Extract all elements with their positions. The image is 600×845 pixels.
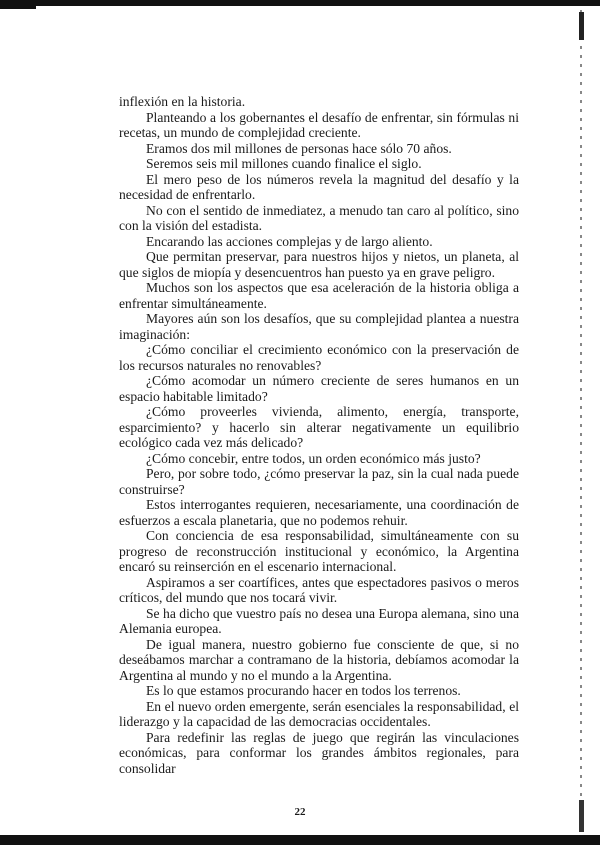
paragraph: Para redefinir las reglas de juego que regirán las vinculaciones económicas, para conformar los grandes ámbitos regionales, para consolidar (119, 729, 519, 776)
paragraph: Se ha dicho que vuestro país no desea una Europa alemana, sino una Alemania europea. (119, 605, 519, 636)
paragraph: Con conciencia de esa responsabilidad, simultáneamente con su progreso de reconstrucción institucional y económico, la Argentina encaró su reinserción en el escenario internacional. (119, 528, 519, 574)
body-text (119, 94, 519, 776)
paragraph: ¿Cómo concebir, entre todos, un orden económico más justo? (146, 450, 481, 466)
paragraph: Seremos seis mil millones cuando finalice el siglo. (146, 156, 422, 171)
scan-border-right (580, 10, 582, 835)
paragraph: Eramos dos mil millones de personas hace sólo 70 años. (146, 140, 452, 156)
paragraph: Planteando a los gobernantes el desafío de enfrentar, sin fórmulas ni recetas, un mundo de complejidad creciente. (119, 109, 519, 140)
scan-border-top (0, 0, 600, 6)
paragraph: El mero peso de los números revela la magnitud del desafío y la necesidad de enfrentarlo. (119, 171, 519, 202)
paragraph: No con el sentido de inmediatez, a menudo tan caro al político, sino con la visión del estadista. (119, 202, 519, 233)
paragraph: Es lo que estamos procurando hacer en todos los terrenos. (146, 683, 461, 698)
scan-border-notch (0, 6, 36, 9)
paragraph: ¿Cómo acomodar un número creciente de seres humanos en un espacio habitable limitado? (119, 373, 519, 404)
paragraph: Encarando las acciones complejas y de largo aliento. (146, 233, 433, 249)
paragraph: inflexión en la historia. (119, 94, 246, 109)
scan-border-bottom (0, 835, 600, 845)
paragraph: Pero, por sobre todo, ¿cómo preservar la paz, sin la cual nada puede construirse? (119, 466, 519, 497)
paragraph: ¿Cómo proveerles vivienda, alimento, energía, transporte, esparcimiento? y hacerlo sin alterar negativamente un equilibrio ecológico cada vez más delicado? (119, 404, 519, 450)
paragraph: ¿Cómo conciliar el crecimiento económico con la preservación de los recursos naturales no renovables? (119, 342, 519, 373)
paragraph: De igual manera, nuestro gobierno fue consciente de que, si no deseábamos marchar a contramano de la historia, debíamos acomodar la Argentina al mundo y no el mundo a la Argentina. (119, 636, 519, 683)
paragraph: Aspiramos a ser coartífices, antes que espectadores pasivos o meros críticos, del mundo que nos tocará vivir. (119, 574, 519, 605)
paragraph: En el nuevo orden emergente, serán esenciales la responsabilidad, el liderazgo y la capacidad de las democracias occidentales. (119, 698, 519, 729)
paragraph: Mayores aún son los desafíos, que su complejidad plantea a nuestra imaginación: (119, 311, 519, 342)
paragraph: Muchos son los aspectos que esa aceleración de la historia obliga a enfrentar simultáneamente. (119, 280, 519, 311)
page-number: 22 (294, 806, 306, 818)
scan-mark-top-right (579, 12, 584, 40)
paragraph: Estos interrogantes requieren, necesariamente, una coordinación de esfuerzos a escala planetaria, que no podemos rehuir. (119, 497, 519, 528)
paragraph: Que permitan preservar, para nuestros hijos y nietos, un planeta, al que siglos de miopía y desencuentros han puesto ya en grave peligro. (119, 249, 519, 280)
